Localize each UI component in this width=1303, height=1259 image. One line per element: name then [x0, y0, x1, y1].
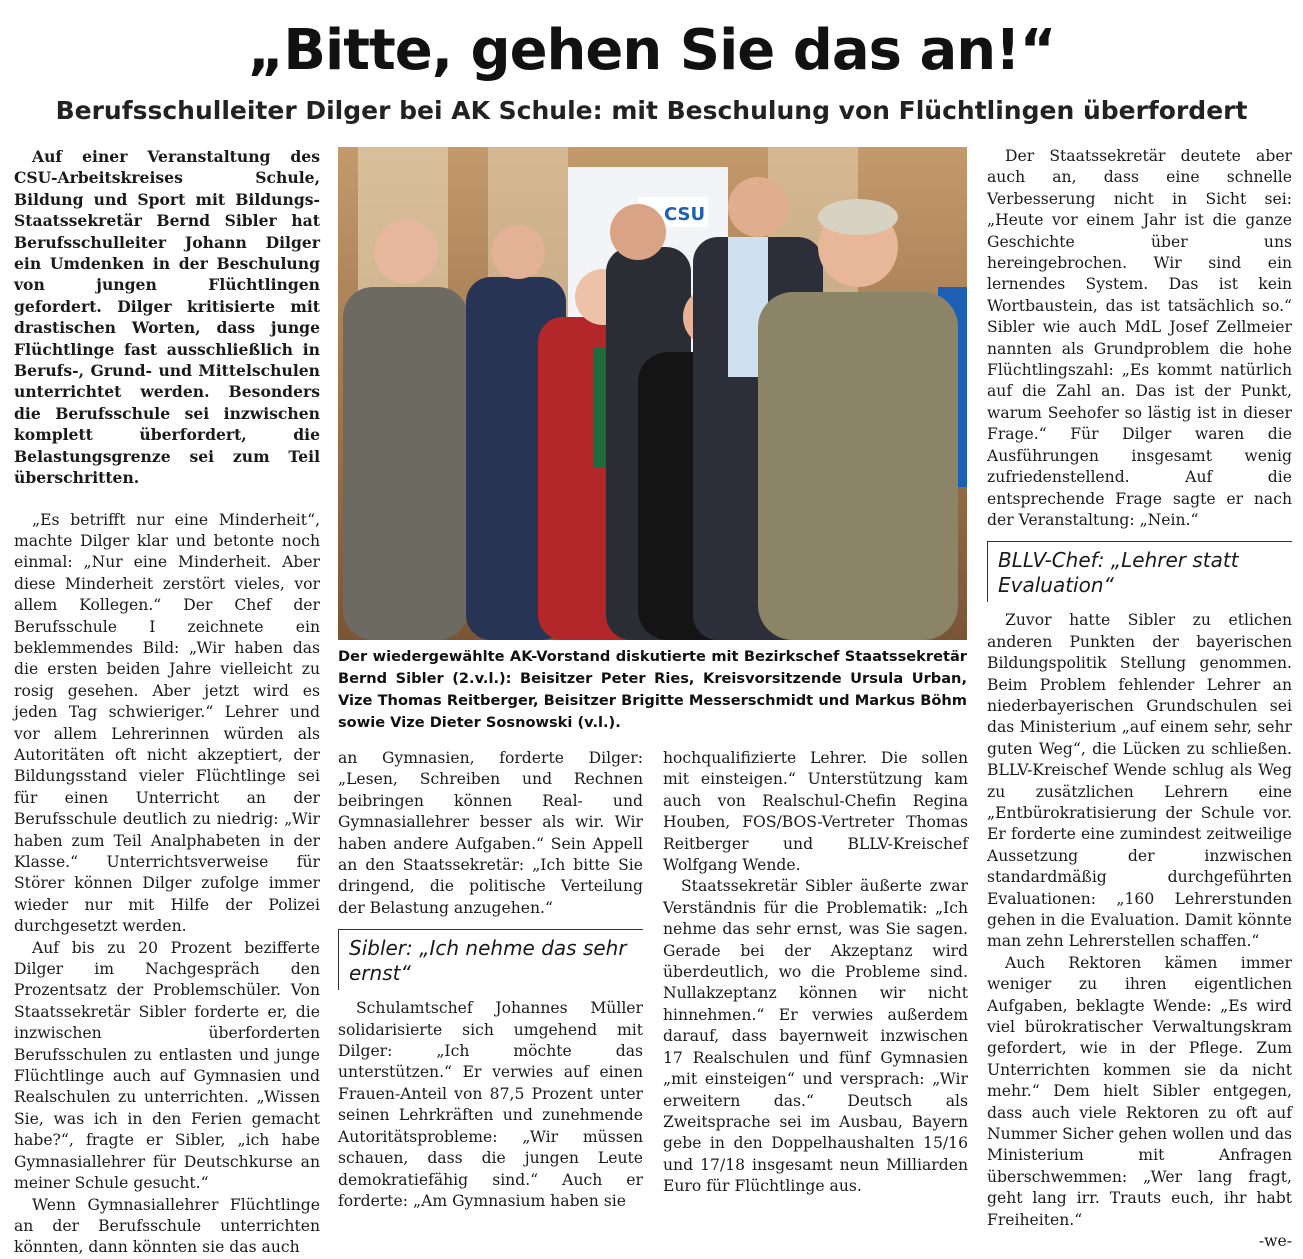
text-column-4	[987, 146, 1292, 1253]
lead-paragraph: Auf einer Veranstaltung des CSU-Arbeitskreises Schule, Bildung und Sport mit Bildungs-Staatssekretär Bernd Sibler hat Berufsschulleiter Johann Dilger ein Umdenken in der Beschulung von jungen Flüchtlingen gefordert. Dilger kritisierte mit drastischen Worten, dass junge Flüchtlinge fast ausschließlich in Berufs-, Grund- und Mittelschulen unterrichtet werden. Besonders die Berufsschule sei inzwischen komplett überfordert, die Belastungsgrenze sei zum Teil überschritten.	[14, 147, 320, 488]
text-column-3	[663, 748, 968, 1198]
article-subtitle: Berufsschulleiter Dilger bei AK Schule: mit Beschulung von Flüchtlingen überfordert	[55, 96, 1248, 125]
article-title: „Bitte, gehen Sie das an!“	[247, 18, 1056, 83]
author-byline: -we-	[1258, 1232, 1292, 1251]
body-paragraph: „Es betrifft nur eine Minderheit“, machte Dilger klar und betonte noch einmal: „Nur eine Minderheit. Aber diese Minderheit zerstört vieles, vor allem Kollegen.“ Der Chef der Berufsschule I zeichnete ein beklemmendes Bild: „Wir haben das die ersten beiden Jahre vielleicht zu rosig gesehen. Aber jetzt wird es jeden Tag schwieriger.“ Lehrer und vor allem Lehrerinnen würden als Autoritäten oft nicht akzeptiert, der Bildungsstand vieler Flüchtlinge sei für einen Unterricht an der Berufsschule deutlich zu niedrig: „Wir haben zum Teil Analphabeten in der Klasse.“ Unterrichtsverweise für Störer können Dilger zufolge immer wieder nur mit Hilfe der Polizei durchgesetzt werden.	[14, 510, 320, 936]
photo-caption: Der wiedergewählte AK-Vorstand diskutierte mit Bezirkschef Staatssekretär Bernd Sibler (2.v.l.): Beisitzer Peter Ries, Kreisvorsitzende Ursula Urban, Vize Thomas Reitberger, Beisitzer Brigitte Messerschmidt und Markus Böhm sowie Vize Dieter Sosnowski (v.l.).	[338, 648, 967, 731]
body-paragraph: hochqualifizierte Lehrer. Die sollen mit einsteigen.“ Unterstützung kam auch von Realschul-Chefin Regina Houben, FOS/BOS-Vertreter Thomas Reitberger und BLLV-Kreischef Wolfgang Wende.	[663, 749, 968, 875]
csu-logo-text: CSU	[664, 204, 706, 225]
body-paragraph: Auf bis zu 20 Prozent bezifferte Dilger im Nachgespräch den Prozentsatz der Problemschüler. Von Staatssekretär Sibler forderte er, die inzwischen überforderten Berufsschulen zu entlasten und junge Flüchtlinge auch auf Gymnasien und Realschulen zu unterrichten. „Wissen Sie, was ich in den Ferien gemacht habe?“, fragte er Sibler, „ich habe Gymnasiallehrer für Deutschkurse an meiner Schule gesucht.“	[14, 938, 320, 1193]
body-paragraph: Zuvor hatte Sibler zu etlichen anderen Punkten der bayerischen Bildungspolitik Stellung genommen. Beim Problem fehlender Lehrer an niederbayerischen Grundschulen sei das Ministerium „auf einem sehr, sehr guten Weg“, die Lücken zu schließen. BLLV-Kreischef Wende schlug als Weg zu zusätzlichen Lehrern eine „Entbürokratisierung der Schule vor. Er forderte eine zumindest zeitweilige Aussetzung der inzwischen standardmäßig durchgeführten Evaluationen: „160 Lehrerstunden gehen in die Evaluation. Damit könnte man zehn Lehrerstellen schaffen.“	[987, 611, 1292, 951]
body-paragraph: Staatssekretär Sibler äußerte zwar Verständnis für die Problematik: „Ich nehme das sehr ernst, was Sie sagen. Gerade bei der Akzeptanz wird überdeutlich, wo die Probleme sind. Nullakzeptanz können wir nicht hinnehmen.“ Er verwies außerdem darauf, dass bayernweit inzwischen 17 Realschulen und fünf Gymnasien „mit einsteigen“ und versprach: „Wir erweitern das.“ Deutsch als Zweitsprache sei im Ausbau, Bayern gebe in den Doppelhaushalten 15/16 und 17/18 insgesamt neun Milliarden Euro für Flüchtlinge aus.	[663, 877, 968, 1196]
body-paragraph: Wenn Gymnasiallehrer Flüchtlinge an der Berufsschule unterrichten könnten, dann könnten sie das auch	[14, 1195, 320, 1257]
text-column-1	[14, 146, 320, 1259]
text-column-2	[338, 748, 643, 1212]
person-figures	[343, 177, 958, 640]
crosshead: Sibler: „Ich nehme das sehr ernst“	[338, 929, 643, 990]
body-paragraph: Auch Rektoren kämen immer weniger zu ihren eigentlichen Aufgaben, beklagte Wende: „Es wird viel bürokratischer Verwaltungskram gefordert, wie in der Pflege. Zum Unterrichten kommen sie da nicht mehr.“ Dem hielt Sibler entgegen, dass auch viele Rektoren zu oft auf Nummer Sicher gehen wollen und das Ministerium mit Anfragen überschwemmen: „Wer lang fragt, geht lang irr. Trauts euch, ihr habt Freiheiten.“	[987, 953, 1292, 1229]
group-photo-illustration	[338, 147, 967, 640]
body-paragraph: Der Staatssekretär deutete aber auch an, dass eine schnelle Verbesserung nicht in Sicht sei: „Heute vor einem Jahr ist die ganze Geschichte über uns hereingebrochen. Wir sind ein lernendes System. Das ist kein Wortbaustein, das ist tatsächlich so.“ Sibler wie auch MdL Josef Zellmeier nannten als Grundproblem die hohe Flüchtlingszahl: „Es kommt natürlich auf die Zahl an. Das ist der Punkt, warum Seehofer so lästig ist in dieser Frage.“ Für Dilger waren die Ausführungen insgesamt wenig zufriedenstellend. Auf die entsprechende Frage sagte er nach der Veranstaltung: „Nein.“	[987, 147, 1292, 529]
body-paragraph: an Gymnasien, forderte Dilger: „Lesen, Schreiben und Rechnen beibringen können Real- und Gymnasiallehrer besser als wir. Wir haben andere Aufgaben.“ Sein Appell an den Staatssekretär: „Ich bitte Sie dringend, die politische Verteilung der Belastung anzugehen.“	[338, 749, 643, 917]
group-photo	[338, 147, 967, 640]
body-paragraph: Schulamtschef Johannes Müller solidarisierte sich umgehend mit Dilger: „Ich möchte das unterstützen.“ Er verwies auf einen Frauen-Anteil von 87,5 Prozent unter seinen Lehrkräften und zunehmende Autoritätsprobleme: „Wir müssen schauen, dass die jungen Leute demokratiefähig sind.“ Auch er forderte: „Am Gymnasium haben sie	[338, 999, 643, 1210]
crosshead: BLLV-Chef: „Lehrer statt Evaluation“	[987, 541, 1292, 602]
